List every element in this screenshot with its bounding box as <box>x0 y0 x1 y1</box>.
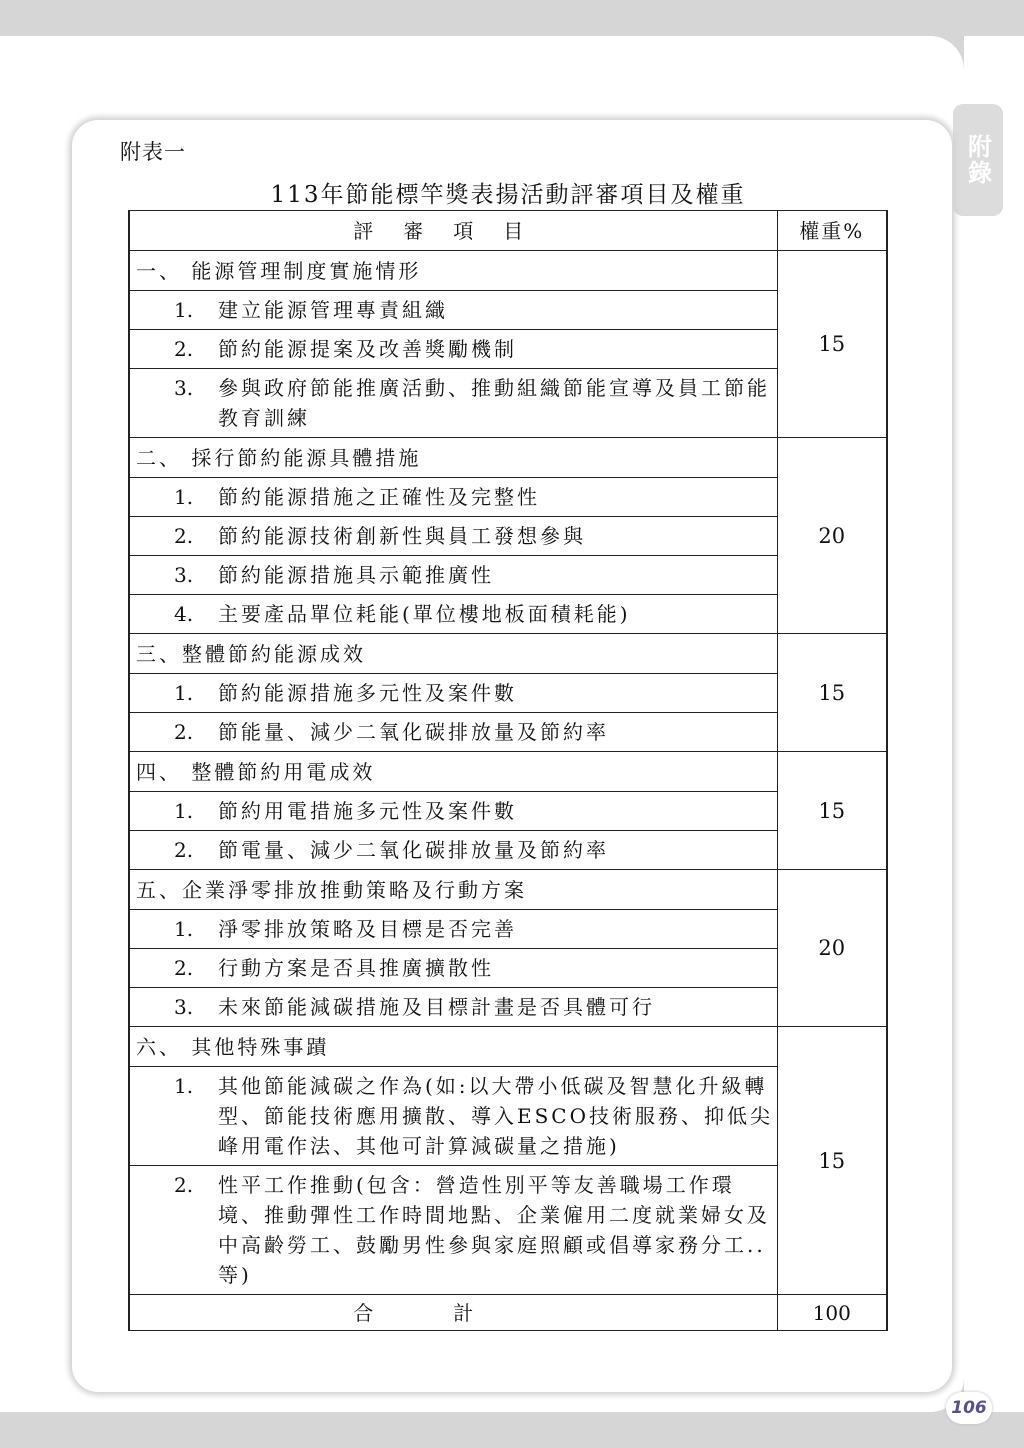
section-row <box>129 634 887 674</box>
criterion-item <box>129 792 777 831</box>
total-weight: 100 <box>777 1295 887 1331</box>
criterion-item <box>129 556 777 595</box>
table-row <box>129 910 887 949</box>
table-header-row <box>129 211 887 251</box>
section-title: 六、 其他特殊事蹟 <box>129 1027 777 1067</box>
section-weight: 15 <box>777 634 887 752</box>
criterion-number: 1. <box>174 799 194 823</box>
table-row <box>129 674 887 713</box>
total-label: 合計 <box>129 1295 777 1331</box>
criterion-text: 建立能源管理專責組織 <box>218 298 448 322</box>
table-row <box>129 1166 887 1295</box>
criterion-number: 2. <box>174 337 194 361</box>
criterion-text: 參與政府節能推廣活動、推動組織節能宣導及員工節能教育訓練 <box>218 376 770 430</box>
table-row <box>129 369 887 438</box>
section-row <box>129 870 887 910</box>
section-weight: 15 <box>777 752 887 870</box>
section-row <box>129 251 887 291</box>
criterion-item <box>129 517 777 556</box>
total-row <box>129 1295 887 1331</box>
column-header-weight: 權重% <box>777 211 887 251</box>
criterion-text: 未來節能減碳措施及目標計畫是否具體可行 <box>218 995 655 1019</box>
page-number: 106 <box>946 1392 992 1424</box>
criterion-number: 2. <box>174 524 194 548</box>
criterion-item <box>129 713 777 752</box>
table-row <box>129 949 887 988</box>
table-row <box>129 1067 887 1166</box>
section-weight: 15 <box>777 251 887 438</box>
criterion-number: 2. <box>174 956 194 980</box>
criterion-text: 節約能源提案及改善獎勵機制 <box>218 337 517 361</box>
section-row <box>129 752 887 792</box>
criterion-number: 3. <box>174 995 194 1019</box>
criterion-text: 節約用電措施多元性及案件數 <box>218 799 517 823</box>
criterion-item <box>129 831 777 870</box>
section-title: 四、 整體節約用電成效 <box>129 752 777 792</box>
criterion-number: 3. <box>174 563 194 587</box>
page-margin-strip <box>964 36 1024 1412</box>
document-title: 113年節能標竿獎表揚活動評審項目及權重 <box>270 182 746 208</box>
table-row <box>129 792 887 831</box>
table-row <box>129 291 887 330</box>
criterion-text: 行動方案是否具推廣擴散性 <box>218 956 494 980</box>
criterion-number: 2. <box>174 838 194 862</box>
table-row <box>129 831 887 870</box>
criterion-text: 節能量、減少二氧化碳排放量及節約率 <box>218 720 609 744</box>
section-title: 二、 採行節約能源具體措施 <box>129 438 777 478</box>
table-row <box>129 988 887 1027</box>
criterion-item <box>129 674 777 713</box>
criterion-text: 性平工作推動(包含：營造性別平等友善職場工作環境、推動彈性工作時間地點、企業僱用二度就業婦女及中高齡勞工、鼓勵男性參與家庭照顧或倡導家務分工..等) <box>218 1173 770 1287</box>
section-weight: 15 <box>777 1027 887 1295</box>
criterion-item <box>129 478 777 517</box>
criterion-number: 3. <box>174 376 194 400</box>
evaluation-table <box>128 210 888 1331</box>
appendix-label: 附表一 <box>120 140 186 164</box>
criterion-text: 淨零排放策略及目標是否完善 <box>218 917 517 941</box>
criterion-text: 主要產品單位耗能(單位樓地板面積耗能) <box>218 602 631 626</box>
section-title: 一、 能源管理制度實施情形 <box>129 251 777 291</box>
criterion-number: 1. <box>174 1074 194 1098</box>
appendix-side-tab[interactable] <box>953 104 1003 216</box>
criterion-number: 1. <box>174 298 194 322</box>
criterion-text: 節約能源措施具示範推廣性 <box>218 563 494 587</box>
criterion-item <box>129 330 777 369</box>
section-row <box>129 1027 887 1067</box>
criterion-item <box>129 1166 777 1295</box>
criterion-text: 節約能源技術創新性與員工發想參與 <box>218 524 586 548</box>
criterion-item <box>129 595 777 634</box>
criterion-number: 2. <box>174 1173 194 1197</box>
criterion-number: 1. <box>174 485 194 509</box>
criterion-item <box>129 291 777 330</box>
table-row <box>129 517 887 556</box>
criterion-text: 其他節能減碳之作為(如:以大帶小低碳及智慧化升級轉型、節能技術應用擴散、導入ESCO技術服務、抑低尖峰用電作法、其他可計算減碳量之措施) <box>218 1074 773 1158</box>
table-row <box>129 330 887 369</box>
table-row <box>129 713 887 752</box>
criterion-number: 1. <box>174 681 194 705</box>
criterion-number: 4. <box>174 602 194 626</box>
section-title: 五、企業淨零排放推動策略及行動方案 <box>129 870 777 910</box>
criterion-number: 1. <box>174 917 194 941</box>
criterion-text: 節約能源措施之正確性及完整性 <box>218 485 540 509</box>
table-row <box>129 478 887 517</box>
criterion-item <box>129 1067 777 1166</box>
criterion-text: 節約能源措施多元性及案件數 <box>218 681 517 705</box>
criterion-item <box>129 910 777 949</box>
criterion-item <box>129 369 777 438</box>
criterion-text: 節電量、減少二氧化碳排放量及節約率 <box>218 838 609 862</box>
section-weight: 20 <box>777 438 887 634</box>
column-header-item: 評審項目 <box>129 211 777 251</box>
appendix-tab-label: 附錄 <box>963 134 992 186</box>
section-title: 三、整體節約能源成效 <box>129 634 777 674</box>
criterion-item <box>129 988 777 1027</box>
criterion-item <box>129 949 777 988</box>
table-row <box>129 595 887 634</box>
table-row <box>129 556 887 595</box>
section-row <box>129 438 887 478</box>
section-weight: 20 <box>777 870 887 1027</box>
criterion-number: 2. <box>174 720 194 744</box>
